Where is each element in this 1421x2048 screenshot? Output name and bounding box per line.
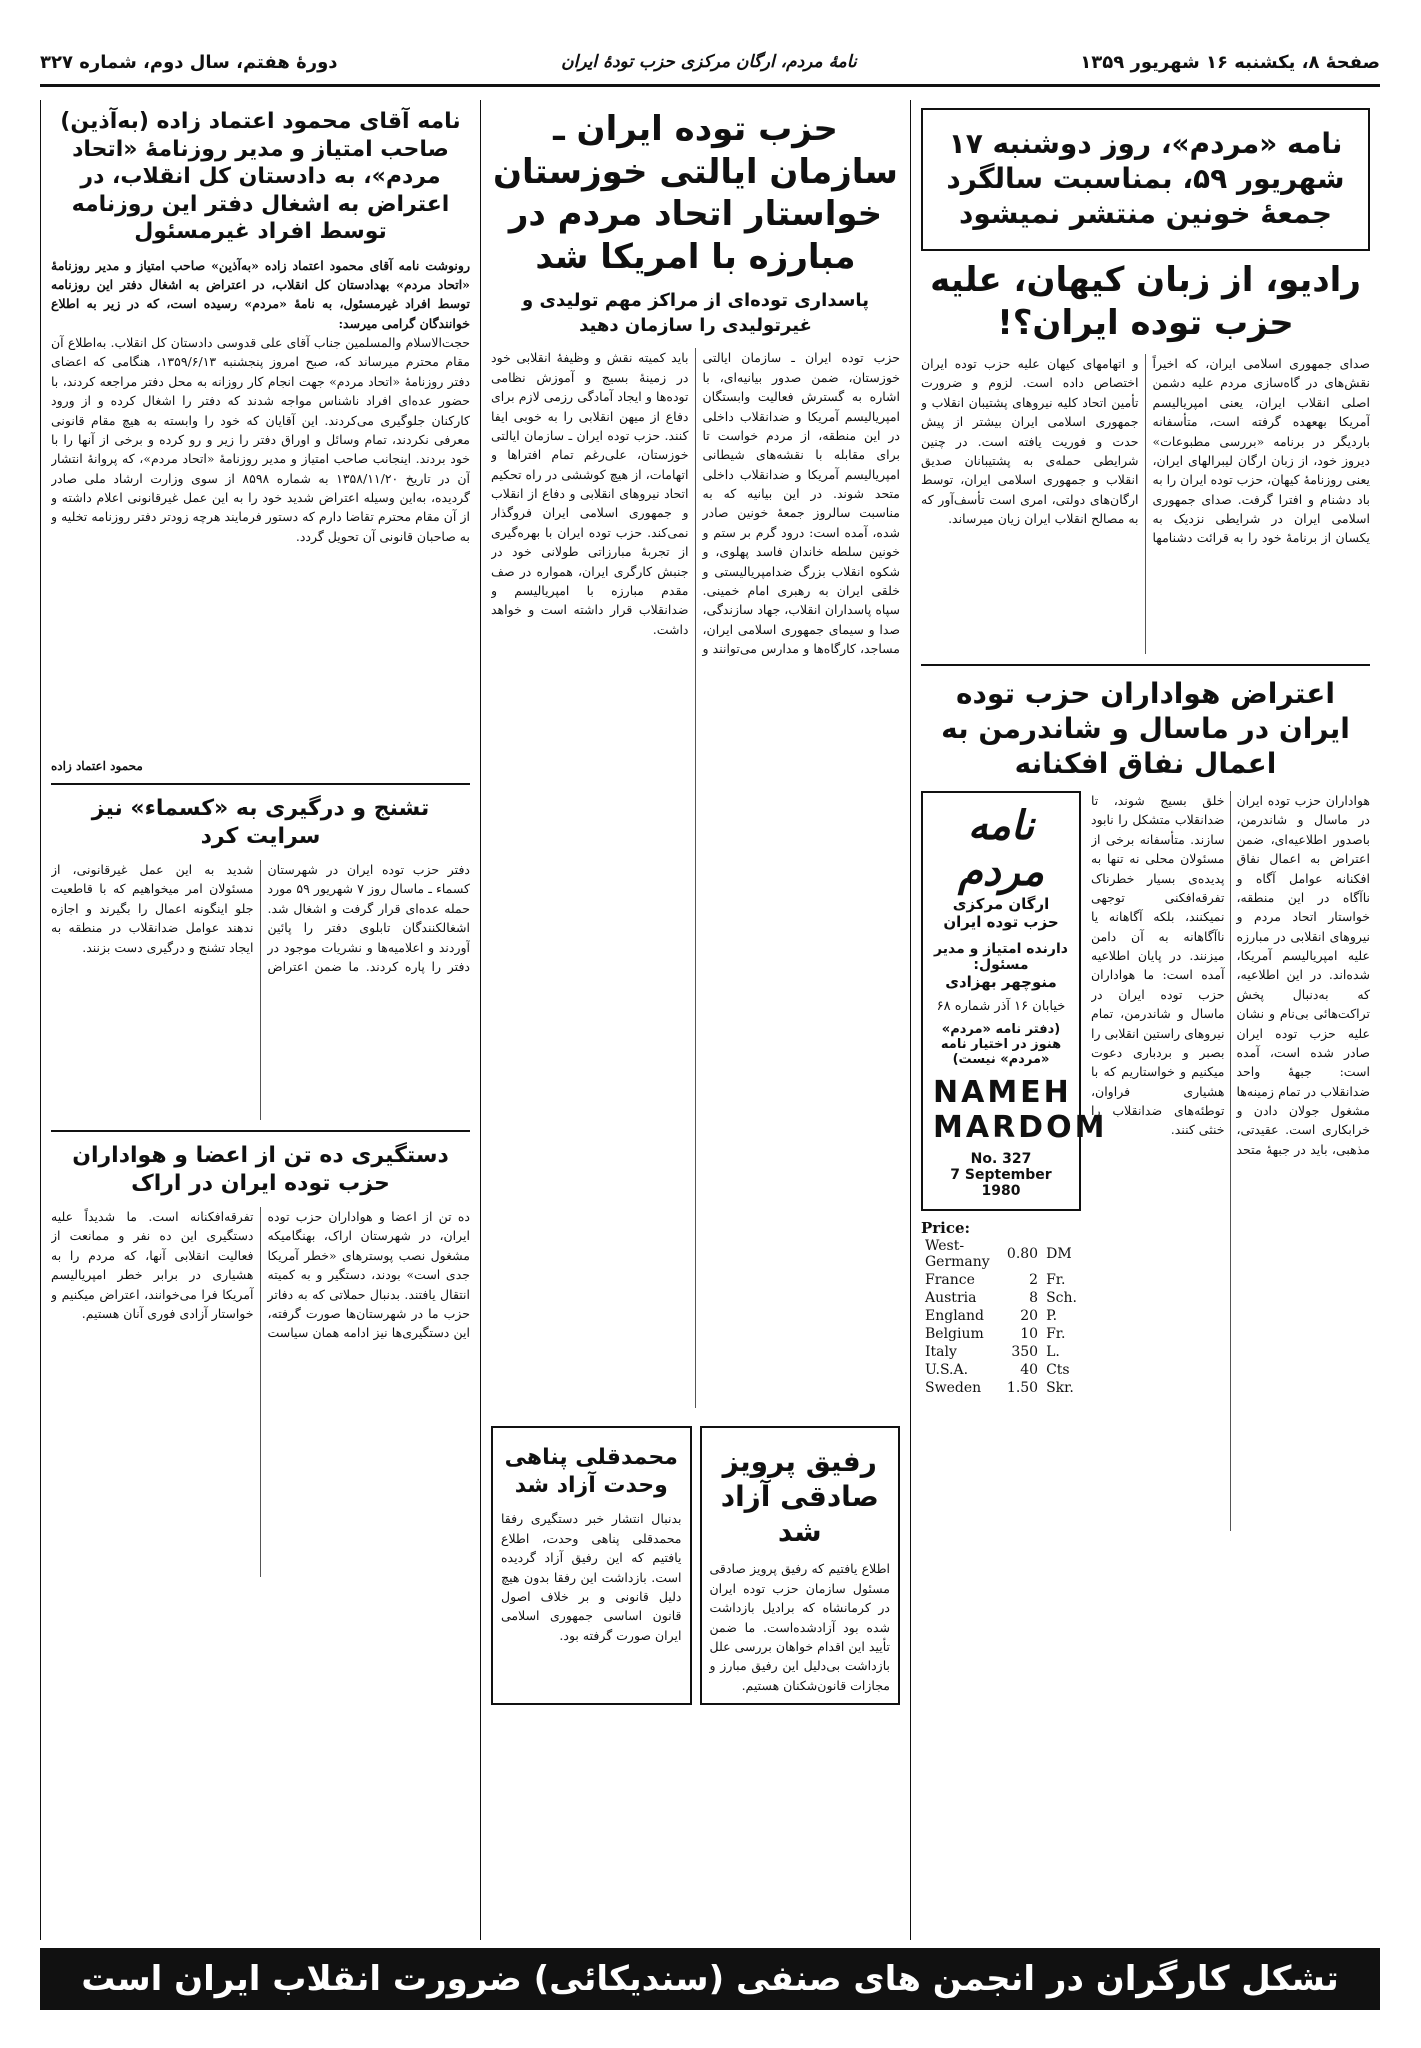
- radio-article-headline: رادیو، از زبان کیهان، علیه حزب توده ایران؟!: [930, 260, 1361, 343]
- masthead-owner: منوچهر بهزادی: [945, 973, 1057, 991]
- notice-headline: نامه «مردم»، روز دوشنبه ۱۷ شهریور ۵۹، بمناسبت سالگرد جمعهٔ خونین منتشر نمیشود: [946, 127, 1345, 230]
- price-row: [921, 1289, 1081, 1307]
- price-amount: 1.50: [1006, 1380, 1039, 1396]
- etemadzadeh-body: حجت‌الاسلام والمسلمین جناب آقای علی قدوسی دادستان کل انقلاب. به‌اطلاع آن مقام محترم میرساند که، صبح امروز پنجشنبه ۱۳۵۹/۶/۱۳، هنگامی که اعضای دفتر روزنامهٔ «اتحاد مردم» جهت انجام کار روزانه به محل دفتر مراجعه کردند، با حضور عده‌ای افراد ناشناس مواجه شدند که دفتر را اشغال کرده و از ورود کارکنان جلوگیری می‌کردند. این آقایان که خود را وابسته به هیچ مقام قانونی معرفی نکردند، تمام وسائل و اوراق دفتر را زیر و رو کرده و برخی از آنها را با خود بردند. اینجانب صاحب امتیاز و مدیر روزنامهٔ «اتحاد مردم»، که پروانهٔ انتشار آن در تاریخ ۱۳۵۸/۱۱/۲۰ به شماره ۸۵۹۸ از سوی وزارت ارشاد ملی صادر گردیده، به‌این وسیله اعتراض شدید خود را به این عمل غیرقانونی اعلام داشته و از آن مقام محترم تقاضا دارم که دستور فرمایند هرچه زودتر دفتر روزنامه تخلیه و به صاحبان قانونی آن تحویل گردد.: [51, 335, 470, 544]
- price-label: Price:: [921, 1219, 971, 1237]
- price-country: Austria: [925, 1290, 977, 1306]
- right-column: [910, 100, 1380, 1940]
- price-row: [921, 1379, 1081, 1397]
- divider: [921, 664, 1370, 666]
- price-unit: P.: [1046, 1308, 1058, 1324]
- divider: [51, 783, 470, 785]
- price-amount: 2: [1029, 1272, 1039, 1288]
- price-row: [921, 1237, 1081, 1271]
- price-amount: 350: [1011, 1344, 1039, 1360]
- price-country: France: [925, 1272, 975, 1288]
- header-paper-name: نامهٔ مردم، ارگان مرکزی حزب تودهٔ ایران: [561, 52, 857, 72]
- price-country: West-Germany: [925, 1238, 990, 1270]
- price-country: Italy: [925, 1344, 957, 1360]
- release-boxes: [491, 1418, 900, 1713]
- masthead-logo: نامه مردم: [957, 803, 1045, 895]
- price-row: [921, 1307, 1081, 1325]
- footer-banner-text: تشکل کارگران در انجمن های صنفی (سندیکائی) ضرورت انقلاب ایران است: [81, 1959, 1339, 1999]
- price-amount: 0.80: [1006, 1246, 1039, 1262]
- running-head: [40, 40, 1380, 87]
- etemadzadeh-signature: محمود اعتماد زاده: [51, 759, 143, 773]
- panahi-headline: محمدقلی پناهی وحدت آزاد شد: [504, 1445, 678, 1498]
- price-unit: L.: [1046, 1344, 1060, 1360]
- price-unit: Fr.: [1046, 1326, 1066, 1342]
- khuzestan-headline: حزب توده ایران ـ سازمان ایالتی خوزستان خواستار اتحاد مردم در مبارزه با امریکا شد: [492, 109, 898, 277]
- kasma-body: دفتر حزب توده ایران در شهرستان کسماء ـ ماسال روز ۷ شهریور ۵۹ مورد حمله عده‌ای قرار گرفت و اشغال شد. اشغالکنندگان تابلوی دفتر را پائین آوردند و اعلامیه‌ها و نشریات موجود در دفتر را پاره کردند. ما ضمن اعتراض شدید به این عمل غیرقانونی، از مسئولان امر میخواهیم که با قاطعیت جلو اینگونه اعمال را بگیرند و اجازه ندهند عوامل ضدانقلاب در منطقه به ایجاد تشنج و درگیری دست بزنند.: [51, 862, 470, 974]
- price-country: England: [925, 1308, 985, 1324]
- price-unit: Skr.: [1046, 1380, 1074, 1396]
- price-row: [921, 1361, 1081, 1379]
- price-unit: Cts: [1046, 1362, 1070, 1378]
- panahi-box: [491, 1426, 692, 1705]
- kasma-headline: تشنج و درگیری به «کسماء» نیز سرایت کرد: [91, 796, 430, 849]
- price-unit: DM: [1046, 1246, 1072, 1262]
- price-amount: 10: [1020, 1326, 1039, 1342]
- khuzestan-body: حزب توده ایران ـ سازمان ایالتی خوزستان، ضمن صدور بیانیه‌ای، با اشاره به گسترش فعالیت وابستگان امپریالیسم آمریکا و ضدانقلاب داخلی در این منطقه، از مردم خواست تا برای مقابله با نقشه‌های شیطانی امپریالیسم آمریکا و ضدانقلاب داخلی متحد شوند. در این بیانیه که به مناسبت سالروز جمعهٔ خونین صادر شده، آمده است: درود گرم بر ستم و خونین سلطه خاندان فاسد پهلوی، و شکوه انقلاب بزرگ ضدامپریالیستی و خلقی ایران به رهبری امام خمینی. سپاه پاسداران انقلاب، جهاد سازندگی، صدا و سیمای جمهوری اسلامی ایران، مساجد، کارگاه‌ها و مدارس می‌توانند و باید کمیته نقش و وظیفهٔ انقلابی خود در زمینهٔ بسیج و آموزش نظامی توده‌ها و ایجاد آمادگی رزمی لازم برای دفاع از میهن انقلابی را به خوبی ایفا کنند. حزب توده ایران ـ سازمان ایالتی خوزستان، علی‌رغم تمام افتراها و اتهامات، از هیچ کوششی در راه تحکیم اتحاد نیروهای انقلابی و دفاع از انقلاب و جمهوری اسلامی ایران فروگذار نمی‌کند. حزب توده ایران با بهره‌گیری از تجربهٔ مبارزاتی طولانی خود در جنبش کارگری ایران، همواره در صف مقدم مبارزه با امپریالیسم و ضدانقلاب قرار داشته است و خواهد داشت.: [491, 350, 900, 656]
- price-table: [921, 1237, 1081, 1397]
- price-amount: 8: [1029, 1290, 1039, 1306]
- price-country: U.S.A.: [925, 1362, 969, 1378]
- etemadzadeh-intro: رونوشت نامه آقای محمود اعتماد زاده «به‌آذین» صاحب امتیاز و مدیر روزنامهٔ «اتحاد مردم» بهدادستان کل انقلاب، در اعتراض به اشغال دفتر این روزنامه توسط افراد غیرمسئول، به نامهٔ «مردم» رسیده است، که در زیر به اطلاع خوانندگان گرامی میرسد:: [51, 257, 470, 331]
- masal-article-headline: اعتراض هواداران حزب توده ایران در ماسال و شاندرمن به اعمال نفاق افکنانه: [941, 677, 1350, 780]
- radio-article-body: صدای جمهوری اسلامی ایران، که اخیراً نقش‌های در گاه‌سازی مردم علیه دشمن اصلی انقلاب ایران، یعنی امپریالیسم آمریکا بهعهده گرفته است، متأسفانه باردیگر در برنامه «بررسی مطبوعات» دیروز خود، از زبان ارگان لیبرالهای ایران، یعنی روزنامهٔ کیهان، حزب توده ایران را به باد دشنام و افترا گرفت. صدای جمهوری اسلامی ایران در شرایطی نزدیک به یکسان از برنامهٔ خود را به قرائت دشنامها و اتهامهای کیهان علیه حزب توده ایران اختصاص داده است. لزوم و ضرورت تأمین اتحاد کلیه نیروهای پشتیبان انقلاب و جمهوری اسلامی ایران بیشتر از پیش حدت و فوریت یافته است. در چنین شرایطی حمله‌ی به پشتیبانان صدیق انقلاب و جمهوری اسلامی ایران، توسط ارگان‌های دولتی، امری است تأسف‌آور که به مصالح انقلاب ایران زیان میرساند.: [921, 356, 1370, 546]
- arak-headline: دستگیری ده تن از اعضا و هواداران حزب توده ایران در اراک: [72, 1143, 449, 1196]
- center-column: [480, 100, 910, 1940]
- masthead-issue-number: No. 327: [970, 1151, 1032, 1167]
- header-issue-info: دورهٔ هفتم، سال دوم، شماره ۳۲۷: [40, 51, 338, 73]
- price-row: [921, 1325, 1081, 1343]
- left-column: [40, 100, 480, 1940]
- khuzestan-subheadline: پاسداری توده‌ای از مراکز مهم تولیدی و غیرتولیدی را سازمان دهید: [522, 290, 869, 337]
- footer-banner: [40, 1948, 1380, 2010]
- price-amount: 20: [1020, 1308, 1039, 1324]
- price-row: [921, 1271, 1081, 1289]
- price-country: Belgium: [925, 1326, 984, 1342]
- sadeghi-headline: رفیق پرویز صادقی آزاد شد: [720, 1445, 879, 1549]
- price-amount: 40: [1020, 1362, 1039, 1378]
- sadeghi-body: اطلاع یافتیم که رفیق پرویز صادقی مسئول سازمان حزب توده ایران در کرمانشاه که برادیل بازداشت شده بود آزادشده‌است. ما ضمن تأیید این اقدام خواهان بررسی علل بازداشت بی‌دلیل این رفیق مبارز و مجازات قانون‌شکنان هستیم.: [709, 1561, 890, 1693]
- notice-box: [921, 108, 1370, 251]
- etemadzadeh-headline: نامه آقای محمود اعتماد زاده (به‌آذین) صاحب امتیاز و مدیر روزنامهٔ «اتحاد مردم»، به دادستان کل انقلاب، در اعتراض به اشغال دفتر این روزنامه توسط افراد غیرمسئول: [60, 109, 461, 244]
- price-unit: Fr.: [1046, 1272, 1066, 1288]
- panahi-body: بدنبال انتشار خبر دستگیری رفقا محمدقلی پناهی وحدت، اطلاع یافتیم که این رفیق آزاد گردیده است. بازداشت این رفقا بدون هیچ دلیل قانونی و بر خلاف اصول قانون اساسی جمهوری اسلامی ایران صورت گرفته بود.: [501, 1511, 682, 1643]
- divider: [51, 1130, 470, 1132]
- price-unit: Sch.: [1046, 1290, 1077, 1306]
- newspaper-page: [40, 40, 1380, 2010]
- sadeghi-box: [700, 1426, 901, 1705]
- masthead-box: [921, 791, 1108, 1211]
- masthead-column: [921, 791, 1108, 1531]
- price-country: Sweden: [925, 1380, 982, 1396]
- masthead-latin-title: NAMEH MARDOM: [933, 1075, 1108, 1145]
- masthead-organ: ارگان مرکزی حزب توده ایران: [943, 895, 1059, 931]
- arak-body: ده تن از اعضا و هواداران حزب توده ایران، در شهرستان اراک، بهنگامیکه مشغول نصب پوسترهای «خطر آمریکا جدی است» بودند، دستگیر و به کمیته انتقال یافتند. بدنبال حملاتی که به دفاتر حزب ما در شهرستان‌ها صورت گرفته، این دستگیری‌ها نیز ادامه همان سیاست تفرقه‌افکنانه است. ما شدیداً علیه دستگیری این ده نفر و ممانعت از فعالیت انقلابی آنها، که مردم را به هشیاری در برابر خطر امپریالیسم آمریکا فرا می‌خوانند، اعتراض میکنیم و خواستار آزادی فوری آنان هستیم.: [51, 1209, 470, 1341]
- masthead-owner-label: دارنده امتیاز و مدیر مسئول:: [934, 941, 1068, 973]
- masthead-address: خیابان ۱۶ آذر شماره ۶۸: [936, 999, 1066, 1014]
- price-row: [921, 1343, 1081, 1361]
- masal-article-body: هواداران حزب توده ایران در ماسال و شاندرمن، باصدور اطلاعیه‌ای، ضمن اعتراض به اعمال نفاق افکنانه عوامل آگاه و ناآگاه در این منطقه، خواستار اتحاد مردم و نیروهای انقلابی در مبارزه علیه امپریالیسم آمریکا، شده‌اند. در این اطلاعیه، که به‌دنبال پخش تراکت‌هائی بی‌نام و نشان علیه حزب توده ایران صادر شده است، آمده است: جبههٔ واحد ضدانقلاب در تمام زمینه‌ها مشغول جولان دادن و خرابکاری است. عقیدتی، مذهبی، باید در جبههٔ متحد خلق بسیج شوند، تا ضدانقلاب متشکل را نابود سازند. متأسفانه برخی از مسئولان محلی نه تنها به پدیده‌ی بسیار خطرناک تفرقه‌افکنی توجهی نمیکنند، بلکه آگاهانه یا ناآگاهانه به آن دامن میزنند. در پایان اطلاعیه آمده است: ما هواداران حزب توده ایران در ماسال و شاندرمن، تمام نیروهای راستین انقلابی را بصبر و بردباری دعوت میکنیم و خواستاریم که با هشیاری فراوان، توطئه‌های ضدانقلاب را خنثی کنند.: [1091, 793, 1370, 1157]
- masthead-note: (دفتر نامه «مردم» هنوز در اختیار نامه «مردم» نیست): [940, 1022, 1062, 1067]
- header-page-date: صفحهٔ ۸، یکشنبه ۱۶ شهریور ۱۳۵۹: [1080, 51, 1380, 73]
- masthead-date: 7 September 1980: [950, 1167, 1052, 1199]
